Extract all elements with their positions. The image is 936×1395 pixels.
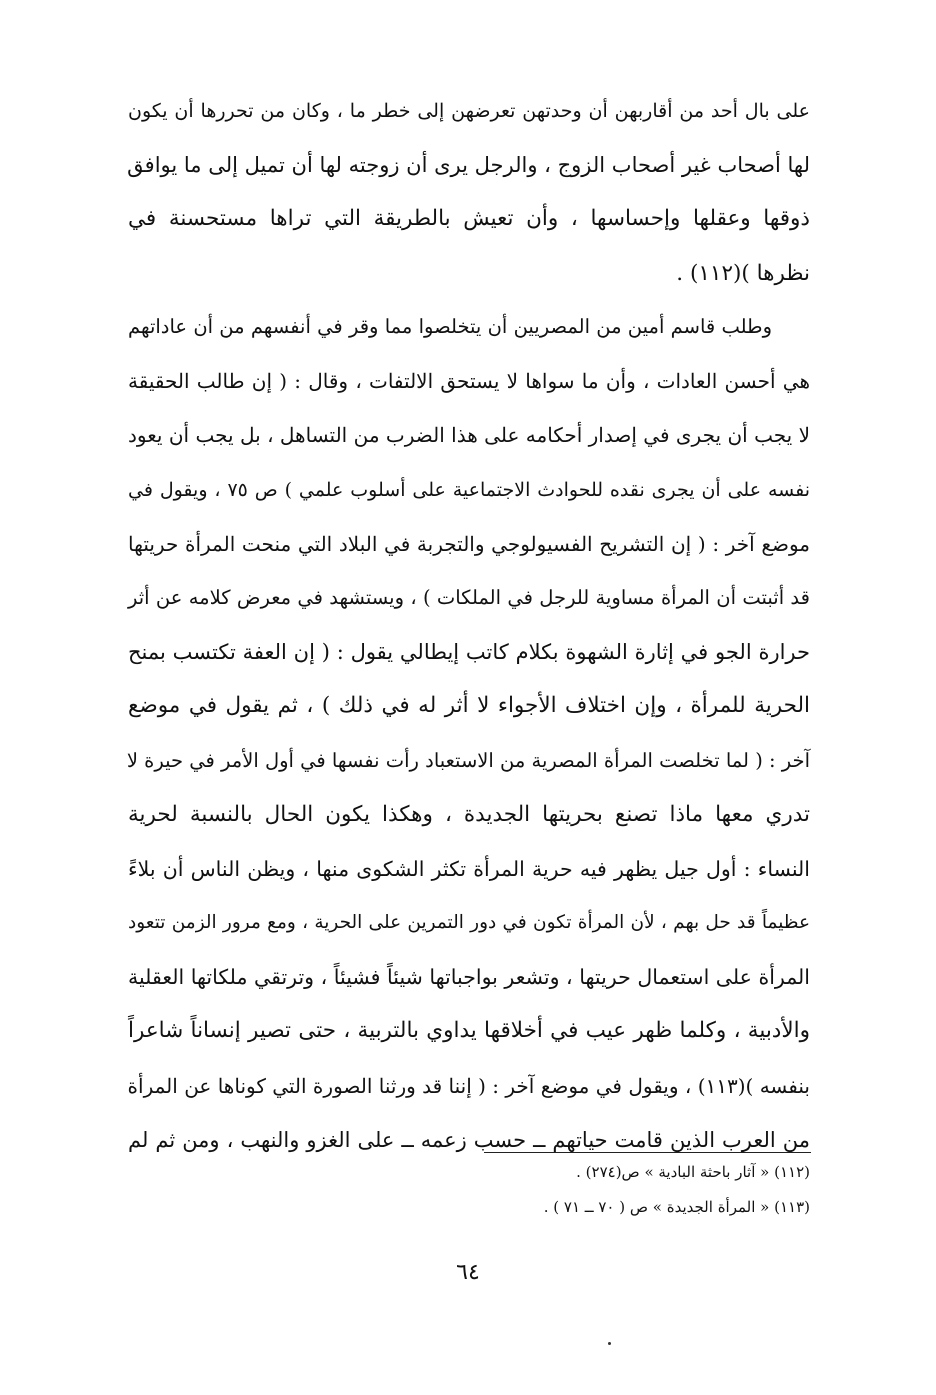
- text-line: ذوقها وعقلها وإحساسها ، وأن تعيش بالطريقة التي تراها مستحسنة في: [128, 206, 810, 232]
- paragraph-1: [128, 84, 810, 301]
- paragraph-2: [128, 300, 810, 1167]
- text-line: نفسه على أن يجرى نقده للحوادث الاجتماعية على أسلوب علمي ) ص ٧٥ ، ويقول في: [128, 478, 810, 501]
- text-line: قد أثبتت أن المرأة مساوية للرجل في الملكات ) ، ويستشهد في معرض كلامه عن أثر: [128, 585, 810, 609]
- text-line: نظرها )(١١٢) .: [676, 260, 810, 286]
- text-line: موضع آخر : ( إن التشريح الفسيولوجي والتجربة في البلاد التي منحت المرأة حريتها: [128, 531, 810, 556]
- text-line: من العرب الذين قامت حياتهم ــ حسب زعمه ــ على الغزو والنهب ، ومن ثم لم: [128, 1127, 810, 1152]
- page-number: ٦٤: [456, 1260, 480, 1285]
- text-line: حرارة الجو في إثارة الشهوة بكلام كاتب إيطالي يقول : ( إن العفة تكتسب بمنح: [128, 640, 810, 665]
- footnote-113: (١١٣) « المرأة الجديدة » ص ( ٧٠ ــ ٧١ ) .: [543, 1198, 810, 1216]
- text-line: لها أصحاب غير أصحاب الزوج ، والرجل يرى أن زوجته لها أن تميل إلى ما يوافق: [127, 153, 810, 178]
- text-line: لا يجب أن يجرى في إصدار أحكامه على هذا الضرب من التساهل ، بل يجب أن يعود: [128, 423, 810, 448]
- text-line: المرأة على استعمال حريتها ، وتشعر بواجباتها شيئاً فشيئاً ، وترتقي ملكاتها العقلية: [128, 965, 810, 990]
- text-line: بنفسه )(١١٣) ، ويقول في موضع آخر : ( إننا قد ورثنا الصورة التي كوناها عن المرأة: [127, 1073, 810, 1098]
- text-line: آخر : ( لما تخلصت المرأة المصرية من الاستعباد رأت نفسها في أول الأمر في حيرة لا: [126, 748, 810, 772]
- text-line: على بال أحد من أقاربهن أن وحدتهن تعرضهن إلى خطر ما ، وكان من تحررها أن يكون: [128, 100, 810, 122]
- footnote-separator: [484, 1152, 811, 1153]
- text-line: وطلب قاسم أمين من المصريين أن يتخلصوا مما وقر في أنفسهم من أن عاداتهم: [128, 315, 772, 338]
- text-line: الحرية للمرأة ، وإن اختلاف الأجواء لا أثر له في ذلك ) ، ثم يقول في موضع: [128, 693, 810, 719]
- footnotes: [380, 1155, 810, 1225]
- text-line: تدري معها ماذا تصنع بحريتها الجديدة ، وهكذا يكون الحال بالنسبة لحرية: [128, 801, 810, 827]
- text-line: النساء : أول جيل يظهر فيه حرية المرأة تكثر الشكوى منها ، ويظن الناس أن بلاءً: [128, 856, 810, 881]
- text-line: هي أحسن العادات ، وأن ما سواها لا يستحق الالتفات ، وقال : ( إن طالب الحقيقة: [128, 369, 810, 394]
- scan-speck: [608, 1342, 611, 1345]
- text-line: والأدبية ، وكلما ظهر عيب في أخلاقها يداوي بالتربية ، حتى تصير إنساناً شاعراً: [128, 1018, 810, 1044]
- footnote-112: (١١٢) « آثار باحثة البادية » ص(٢٧٤) .: [576, 1163, 810, 1181]
- text-line: عظيماً قد حل بهم ، لأن المرأة تكون في دور التمرين على الحرية ، ومع مرور الزمن تتعود: [128, 912, 810, 934]
